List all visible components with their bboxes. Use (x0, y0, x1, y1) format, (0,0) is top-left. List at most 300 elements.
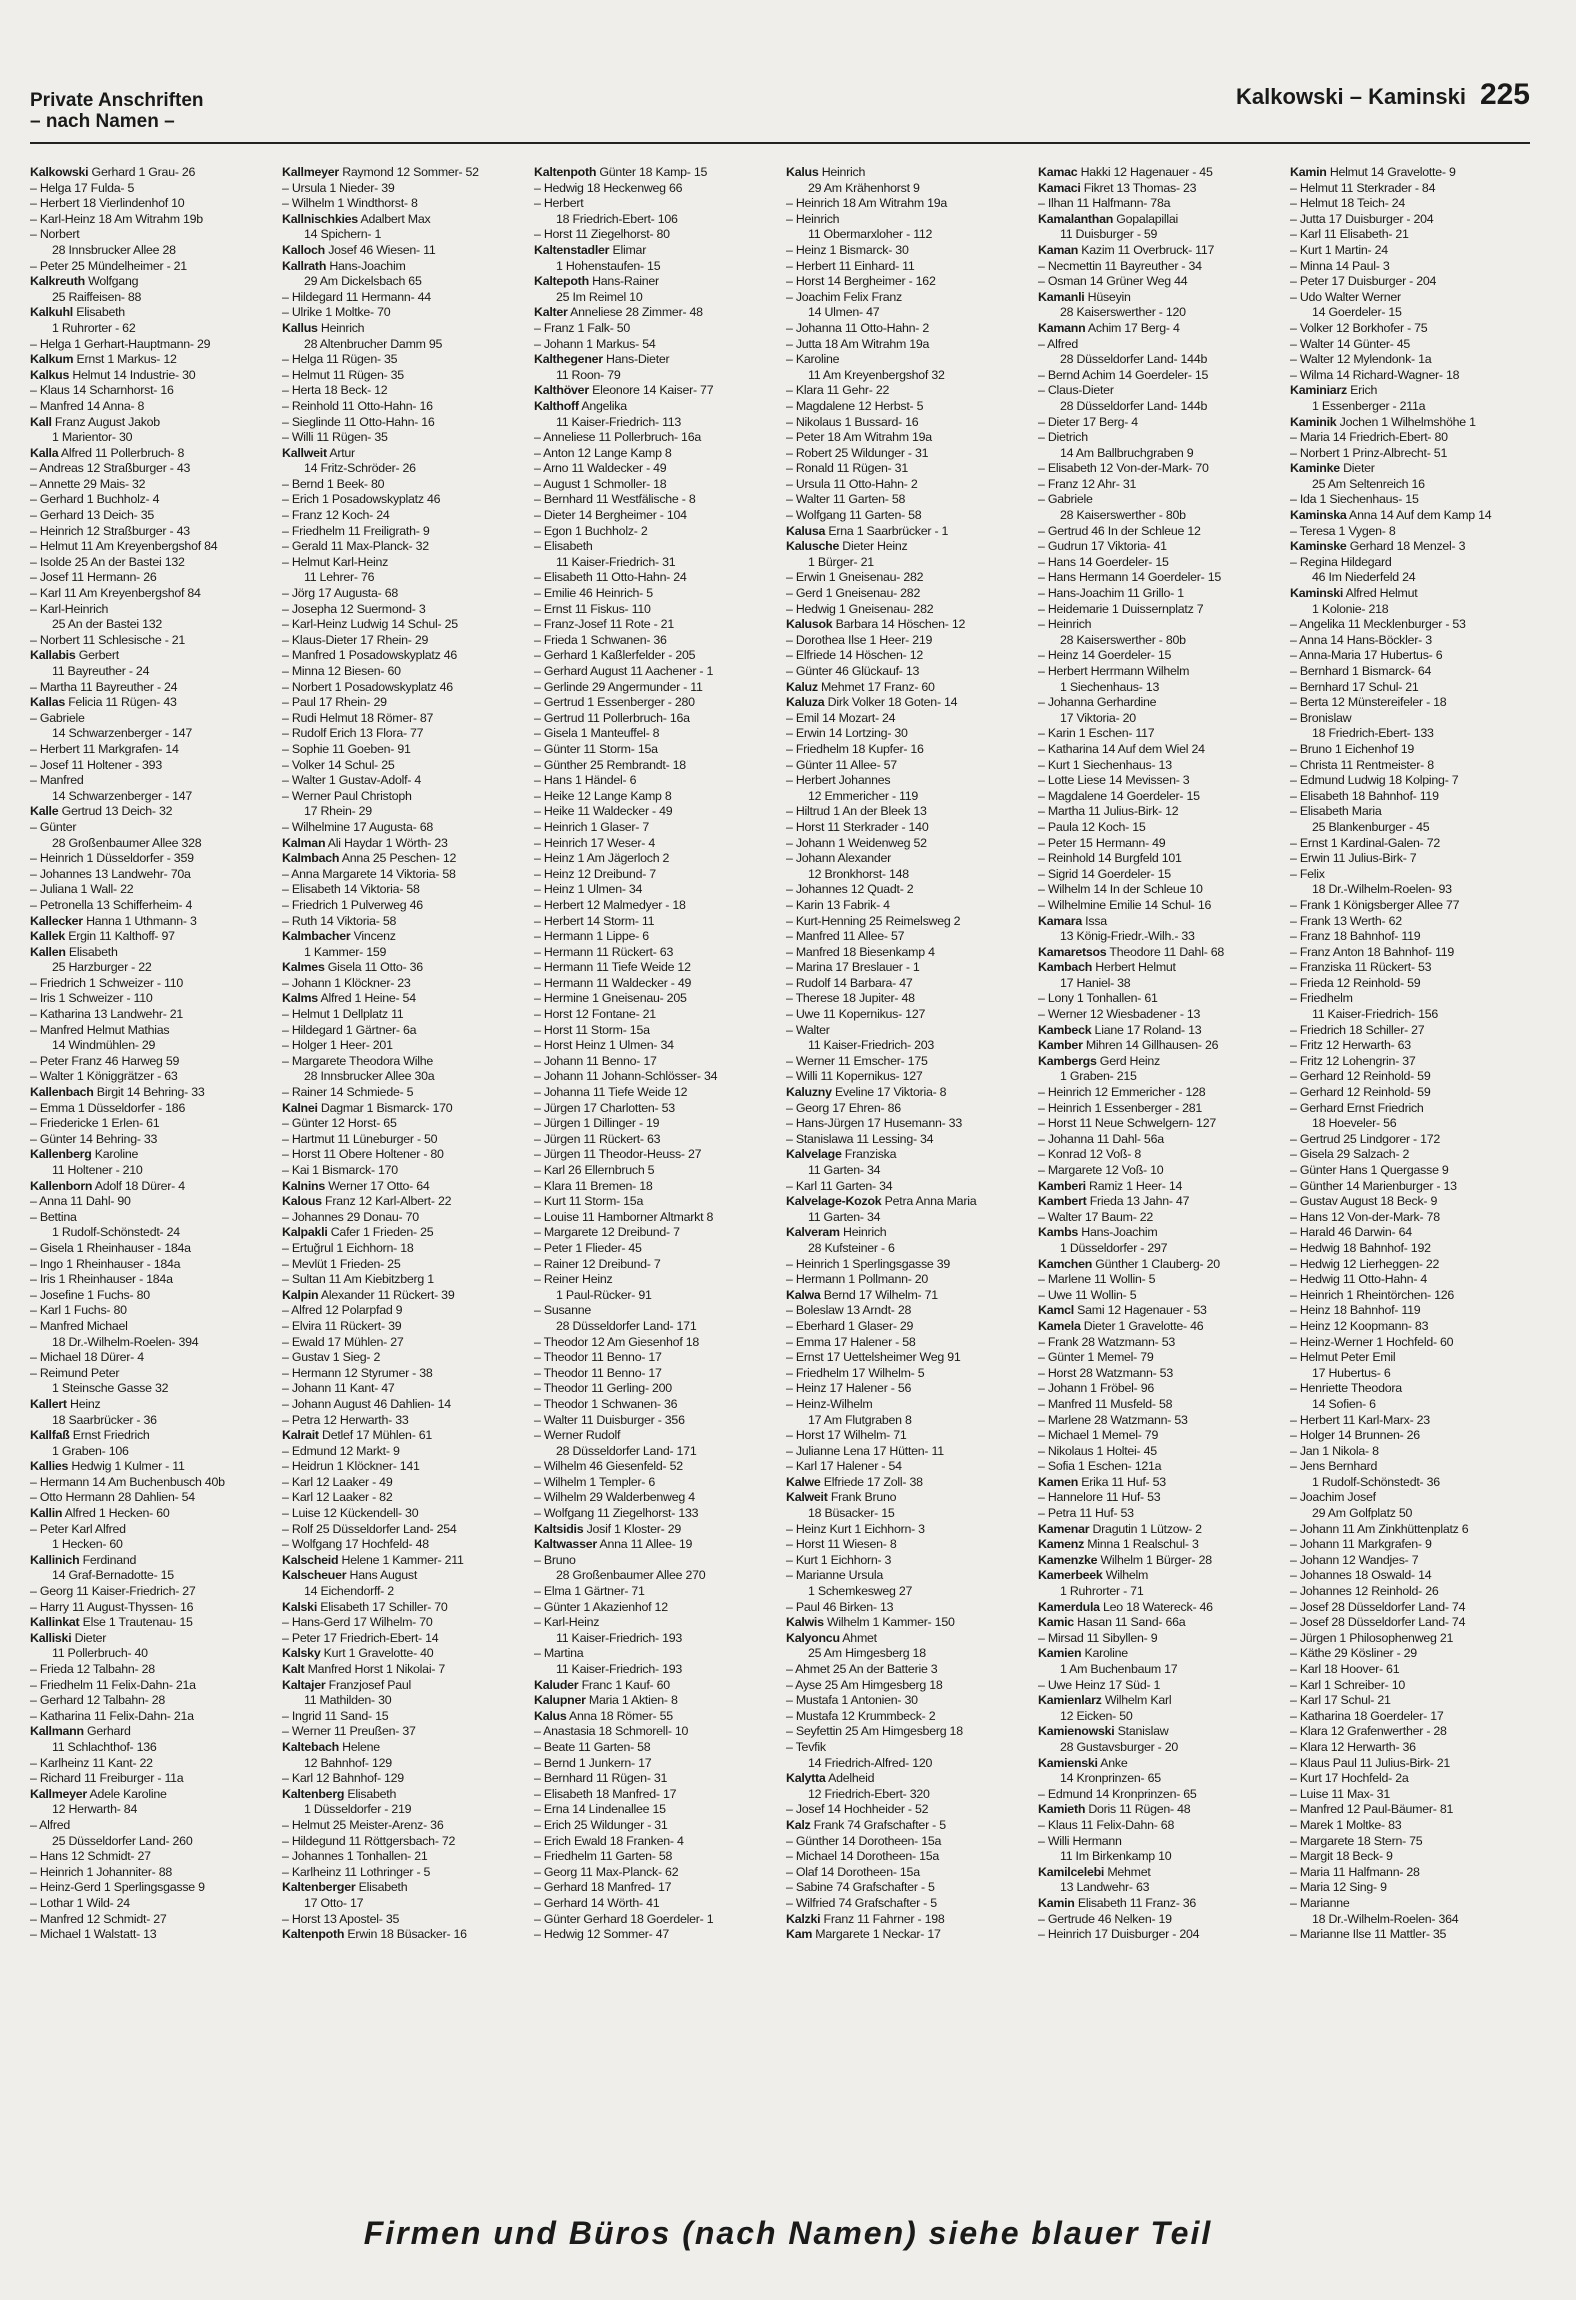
directory-entry (282, 1724, 522, 1740)
directory-entry (1290, 259, 1530, 275)
directory-entry (1290, 742, 1530, 758)
directory-entry (30, 555, 270, 571)
directory-entry (282, 742, 522, 758)
entry-text: – Hans-Gerd 17 Wilhelm- 70 (282, 1615, 433, 1630)
entry-text: – Jan 1 Nikola- 8 (1290, 1443, 1379, 1458)
directory-entry (30, 1834, 270, 1850)
entry-surname: Kallies (30, 1459, 69, 1474)
directory-entry (30, 1553, 270, 1569)
entry-text: Sami 12 Hagenauer - 53 (1073, 1303, 1207, 1318)
entry-text: 1 Graben- 215 (1060, 1069, 1137, 1084)
entry-text: – Ulrike 1 Moltke- 70 (282, 305, 391, 320)
entry-text: – Stanislawa 11 Lessing- 34 (786, 1131, 934, 1146)
directory-entry (282, 227, 522, 243)
entry-text: – Richard 11 Freiburger - 11a (30, 1771, 184, 1786)
directory-entry (786, 1584, 1026, 1600)
directory-entry (534, 1756, 774, 1772)
directory-entry (534, 1475, 774, 1491)
entry-text: – Peter 1 Flieder- 45 (534, 1240, 642, 1255)
entry-surname: Kaltenpoth (282, 1927, 345, 1942)
entry-surname: Kalla (30, 445, 59, 460)
entry-text: 29 Am Krähenhorst 9 (808, 180, 920, 195)
directory-entry (534, 695, 774, 711)
directory-entry (282, 524, 522, 540)
entry-text: – Johannes 12 Reinhold- 26 (1290, 1584, 1439, 1599)
directory-entry (534, 804, 774, 820)
directory-entry (1290, 1568, 1530, 1584)
entry-text: 28 Kufsteiner - 6 (808, 1240, 895, 1255)
directory-entry (534, 1038, 774, 1054)
entry-surname: Kalz (786, 1817, 811, 1832)
entry-text: – Elisabeth (534, 539, 593, 554)
directory-entry (30, 368, 270, 384)
entry-text: Manfred Horst 1 Nikolai- 7 (304, 1662, 446, 1676)
directory-entry (282, 758, 522, 774)
entry-text: – Elfriede 14 Höschen- 12 (786, 648, 924, 663)
directory-entry (282, 586, 522, 602)
footer-note: Firmen und Büros (nach Namen) siehe blauer Teil (363, 2215, 1213, 2251)
directory-entry (1038, 1303, 1278, 1319)
entry-text: – Bernhard 17 Schul- 21 (1290, 679, 1419, 694)
directory-entry (30, 773, 270, 789)
directory-entry (30, 586, 270, 602)
directory-entry (282, 1007, 522, 1023)
directory-entry (30, 711, 270, 727)
directory-entry (1290, 430, 1530, 446)
directory-entry (1290, 1709, 1530, 1725)
directory-entry (1038, 461, 1278, 477)
entry-text: – Helga 17 Fulda- 5 (30, 180, 135, 195)
entry-text: – Petronella 13 Schifferheim- 4 (30, 897, 193, 912)
entry-text: – Uwe Heinz 17 Süd- 1 (1038, 1677, 1161, 1692)
directory-entry (534, 851, 774, 867)
directory-entry (534, 1054, 774, 1070)
directory-entry (1038, 1802, 1278, 1818)
entry-text: Achim 17 Berg- 4 (1085, 320, 1180, 335)
directory-entry (1038, 960, 1278, 976)
entry-text: – Kai 1 Bismarck- 170 (282, 1163, 398, 1177)
entry-text: – Ernst 1 Kardinal-Galen- 72 (1290, 835, 1441, 850)
entry-text: – Friedericke 1 Erlen- 61 (30, 1116, 160, 1131)
entry-text: Gopalapillai (1113, 211, 1179, 226)
entry-surname: Kallenborn (30, 1178, 93, 1193)
directory-entry (1038, 804, 1278, 820)
entry-text: – Karl 1 Schreiber- 10 (1290, 1677, 1406, 1692)
entry-text: – Karl 17 Halener - 54 (786, 1459, 902, 1474)
directory-entry (282, 680, 522, 696)
directory-entry (30, 1257, 270, 1273)
entry-text: – Berta 12 Münstereifeler - 18 (1290, 695, 1447, 710)
directory-entry (30, 196, 270, 212)
entry-text: – Anna 11 Dahl- 90 (30, 1194, 131, 1209)
directory-entry (786, 1787, 1026, 1803)
entry-text: Fikret 13 Thomas- 23 (1080, 180, 1197, 195)
entry-text: Hans-Dieter (602, 352, 670, 367)
directory-entry (30, 1849, 270, 1865)
directory-entry (786, 1927, 1026, 1943)
directory-entry (30, 1693, 270, 1709)
entry-text: – Karin 1 Eschen- 117 (1038, 726, 1155, 741)
entry-text: 12 Eicken- 50 (1060, 1708, 1133, 1723)
entry-text: – Herbert 14 Storm- 11 (534, 913, 655, 928)
directory-entry (1038, 1709, 1278, 1725)
directory-entry (534, 960, 774, 976)
directory-entry (282, 1054, 522, 1070)
directory-entry (1290, 1163, 1530, 1179)
entry-surname: Kalkum (30, 352, 74, 367)
directory-entry (282, 1444, 522, 1460)
entry-text: Josif 1 Kloster- 29 (583, 1521, 682, 1536)
directory-entry (30, 1537, 270, 1553)
entry-text: – Jürgen 1 Philosophenweg 21 (1290, 1630, 1454, 1645)
directory-entry (534, 1210, 774, 1226)
entry-text: 1 Paul-Rücker- 91 (556, 1287, 652, 1302)
entry-text: Mehmet 17 Franz- 60 (817, 679, 935, 694)
entry-surname: Kaluza (786, 695, 825, 710)
directory-entry (282, 867, 522, 883)
entry-text: Elisabeth (344, 1786, 397, 1801)
entry-text: – Josef 28 Düsseldorfer Land- 74 (1290, 1599, 1466, 1614)
entry-text: Gerhard (83, 1724, 131, 1739)
entry-text: – Alfred (30, 1817, 71, 1832)
entry-text: – Elisabeth Maria (1290, 804, 1382, 819)
entry-text: Werner 17 Otto- 64 (325, 1178, 430, 1193)
directory-entry (282, 1132, 522, 1148)
directory-entry (1290, 399, 1530, 415)
entry-text: Hüseyin (1084, 289, 1131, 304)
directory-entry (786, 446, 1026, 462)
entry-text: – Klara 12 Grafenwerther - 28 (1290, 1724, 1447, 1739)
directory-entry (786, 1381, 1026, 1397)
directory-entry (1290, 1257, 1530, 1273)
directory-entry (1038, 1646, 1278, 1662)
entry-surname: Kamann (1038, 320, 1086, 335)
entry-text: – Heinrich 18 Am Witrahm 19a (786, 196, 948, 211)
directory-entry (786, 212, 1026, 228)
entry-surname: Kallas (30, 695, 66, 710)
entry-text: – Alfred 12 Polarpfad 9 (282, 1303, 403, 1318)
directory-entry (534, 758, 774, 774)
directory-entry (1038, 1381, 1278, 1397)
directory-entry (534, 508, 774, 524)
entry-text: – Klara 11 Bremen- 18 (534, 1178, 653, 1193)
entry-text: – Horst 28 Watzmann- 53 (1038, 1365, 1173, 1380)
directory-entry (30, 1896, 270, 1912)
directory-entry (786, 695, 1026, 711)
entry-surname: Kambeck (1038, 1022, 1092, 1037)
entry-text: – Heinrich 1 Essenberger - 281 (1038, 1100, 1202, 1115)
entry-text: – Claus-Dieter (1038, 383, 1114, 398)
entry-surname: Kaltajer (282, 1677, 326, 1692)
directory-entry (534, 773, 774, 789)
directory-entry (30, 1646, 270, 1662)
directory-entry (282, 898, 522, 914)
entry-surname: Kamilcelebi (1038, 1864, 1105, 1879)
entry-surname: Kalsky (282, 1646, 321, 1661)
entry-surname: Kalusche (786, 539, 840, 554)
entry-text: – Karl-Heinrich (30, 601, 109, 616)
directory-entry (786, 1849, 1026, 1865)
entry-surname: Kallmeyer (30, 1786, 87, 1801)
directory-entry (1290, 1225, 1530, 1241)
directory-entry (534, 305, 774, 321)
entry-surname: Kamin (1290, 165, 1327, 179)
entry-text: – Manfred 12 Schmidt- 27 (30, 1911, 167, 1926)
entry-text: – Iris 1 Rheinhauser - 184a (30, 1272, 173, 1287)
directory-entry (1290, 337, 1530, 353)
directory-entry (534, 181, 774, 197)
entry-text: – Günter (30, 819, 77, 834)
directory-entry (534, 976, 774, 992)
entry-text: – Marianne Ursula (786, 1568, 883, 1583)
directory-entry (30, 1335, 270, 1351)
directory-entry (1038, 867, 1278, 883)
directory-entry (534, 524, 774, 540)
directory-entry (534, 1225, 774, 1241)
directory-entry (30, 1179, 270, 1195)
entry-text: – Heidrun 1 Klöckner- 141 (282, 1459, 420, 1474)
entry-text: Erna 1 Saarbrücker - 1 (825, 523, 949, 538)
directory-entry (282, 664, 522, 680)
entry-surname: Kaltenpoth (534, 165, 597, 179)
entry-text: – Franz-Josef 11 Rote - 21 (534, 617, 674, 632)
entry-surname: Kallabis (30, 648, 76, 663)
entry-text: 13 Landwehr- 63 (1060, 1880, 1150, 1895)
directory-entry (534, 383, 774, 399)
directory-entry (1290, 773, 1530, 789)
directory-entry (1038, 929, 1278, 945)
entry-text: Franzjosef Paul (325, 1677, 411, 1692)
entry-text: Felicia 11 Rügen- 43 (65, 695, 177, 710)
entry-text: Helmut 14 Industrie- 30 (69, 367, 196, 382)
entry-text: – Heinrich 12 Straßburger - 43 (30, 523, 190, 538)
entry-text: – Gerhard 18 Manfred- 17 (534, 1880, 672, 1895)
directory-entry (30, 305, 270, 321)
entry-text: Cafer 1 Frieden- 25 (327, 1225, 434, 1240)
directory-entry (534, 1085, 774, 1101)
entry-surname: Kamaci (1038, 180, 1081, 195)
entry-text: – Ursula 11 Otto-Hahn- 2 (786, 476, 918, 491)
section-title-line1: Private Anschriften (30, 90, 204, 111)
directory-entry (1290, 758, 1530, 774)
entry-text: – Johann 1 Weidenweg 52 (786, 835, 927, 850)
directory-entry (1038, 789, 1278, 805)
directory-entry (1038, 1257, 1278, 1273)
entry-text: – Helmut 11 Sterkrader - 84 (1290, 180, 1436, 195)
directory-entry (1290, 882, 1530, 898)
entry-text: – Alfred (1038, 336, 1079, 351)
entry-surname: Kalpakli (282, 1225, 328, 1240)
directory-entry (786, 711, 1026, 727)
entry-text: – Theodor 11 Gerling- 200 (534, 1381, 672, 1396)
directory-column-2 (282, 165, 522, 2210)
entry-text: – Helmut 1 Dellplatz 11 (282, 1007, 404, 1022)
entry-text: – Mustafa 12 Krummbeck- 2 (786, 1708, 936, 1723)
entry-surname: Kalusa (786, 523, 826, 538)
entry-text: – Hannelore 11 Huf- 53 (1038, 1490, 1161, 1505)
entry-text: – Frank 28 Watzmann- 53 (1038, 1334, 1176, 1349)
entry-text: Franziska (841, 1147, 897, 1162)
directory-entry (1038, 1116, 1278, 1132)
directory-entry (1290, 1756, 1530, 1772)
directory-entry (282, 851, 522, 867)
directory-entry (534, 914, 774, 930)
entry-text: 18 Hoeveler- 56 (1312, 1116, 1397, 1131)
directory-entry (534, 1194, 774, 1210)
entry-surname: Kallinkat (30, 1615, 80, 1630)
directory-entry (786, 305, 1026, 321)
entry-surname: Kalrait (282, 1428, 319, 1443)
entry-text: – Horst 11 Obere Holtener - 80 (282, 1147, 444, 1162)
entry-surname: Kalzki (786, 1911, 821, 1926)
entry-text: – Gertrud 25 Lindgorer - 172 (1290, 1131, 1441, 1146)
directory-entry (30, 1724, 270, 1740)
directory-entry (786, 1163, 1026, 1179)
entry-text: 29 Am Dickelsbach 65 (304, 274, 422, 289)
directory-entry (1290, 789, 1530, 805)
entry-text: – Lony 1 Tonhallen- 61 (1038, 991, 1158, 1006)
entry-text: – Erwin 14 Lortzing- 30 (786, 726, 908, 741)
directory-entry (1038, 492, 1278, 508)
directory-entry (282, 991, 522, 1007)
directory-entry (30, 695, 270, 711)
directory-entry (534, 1537, 774, 1553)
entry-text: – Helmut 11 Am Kreyenbergshof 84 (30, 539, 218, 554)
entry-text: Gerhard 18 Menzel- 3 (1346, 539, 1466, 554)
entry-text: – Günter 12 Horst- 65 (282, 1116, 397, 1131)
directory-entry (282, 290, 522, 306)
directory-entry (534, 726, 774, 742)
entry-surname: Kalkreuth (30, 274, 85, 289)
entry-text: 29 Am Golfplatz 50 (1312, 1506, 1413, 1521)
entry-text: – Katharina 14 Auf dem Wiel 24 (1038, 741, 1205, 756)
entry-text: – Angelika 11 Mecklenburger - 53 (1290, 617, 1466, 632)
directory-entry (1038, 1724, 1278, 1740)
directory-entry (1038, 352, 1278, 368)
entry-surname: Kalms (282, 991, 318, 1006)
entry-text: 18 Dr.-Wilhelm-Roelen- 394 (52, 1334, 199, 1349)
directory-entry (1290, 1615, 1530, 1631)
entry-text: – Heinrich 12 Emmericher - 128 (1038, 1085, 1206, 1100)
directory-entry (282, 804, 522, 820)
entry-surname: Kamberi (1038, 1178, 1086, 1193)
directory-entry (1290, 1771, 1530, 1787)
entry-text: – Heinz 18 Bahnhof- 119 (1290, 1303, 1421, 1318)
directory-entry (534, 929, 774, 945)
directory-entry (1038, 664, 1278, 680)
entry-text: – Klaus 14 Scharnhorst- 16 (30, 383, 174, 398)
directory-entry (282, 1210, 522, 1226)
directory-entry (1290, 1428, 1530, 1444)
entry-text: – Ernst 11 Fiskus- 110 (534, 601, 651, 616)
entry-text: – Johann August 46 Dahlien- 14 (282, 1396, 451, 1411)
entry-text: – Karoline (786, 352, 840, 367)
directory-entry (786, 461, 1026, 477)
directory-entry (1290, 1397, 1530, 1413)
directory-entry (30, 1568, 270, 1584)
entry-text: – Ayse 25 Am Himgesberg 18 (786, 1677, 943, 1692)
entry-text: – Uwe 11 Kopernikus- 127 (786, 1007, 926, 1022)
directory-entry (534, 399, 774, 415)
entry-text: – Katharina 13 Landwehr- 21 (30, 1007, 184, 1022)
directory-entry (786, 1912, 1026, 1928)
directory-entry (1290, 181, 1530, 197)
entry-text: – Elisabeth 18 Bahnhof- 119 (1290, 788, 1439, 803)
entry-text: Helene 1 Kammer- 211 (338, 1552, 464, 1567)
entry-text: – Ingo 1 Rheinhauser - 184a (30, 1256, 181, 1271)
directory-entry (30, 415, 270, 431)
entry-text: 1 Bürger- 21 (808, 554, 874, 569)
directory-entry (1290, 243, 1530, 259)
entry-text: – Horst 11 Ziegelhorst- 80 (534, 227, 670, 242)
entry-text: – Manfred 12 Paul-Bäumer- 81 (1290, 1802, 1454, 1817)
directory-entry (30, 1865, 270, 1881)
entry-text: – Ida 1 Siechenhaus- 15 (1290, 492, 1419, 507)
directory-entry (1290, 851, 1530, 867)
entry-text: – Karl-Heinz Ludwig 14 Schul- 25 (282, 617, 458, 632)
directory-entry (282, 1038, 522, 1054)
directory-entry (534, 1459, 774, 1475)
directory-entry (1038, 1865, 1278, 1881)
entry-text: – Gisela 1 Manteuffel- 8 (534, 726, 660, 741)
entry-text: Mihren 14 Gillhausen- 26 (1082, 1038, 1219, 1053)
entry-surname: Kallinich (30, 1552, 80, 1567)
directory-entry (786, 1069, 1026, 1085)
directory-entry (30, 1288, 270, 1304)
entry-text: – Wilhelm 1 Templer- 6 (534, 1474, 655, 1489)
directory-entry (282, 368, 522, 384)
entry-text: – Walter (786, 1022, 830, 1037)
entry-text: – Helmut 18 Teich- 24 (1290, 196, 1406, 211)
directory-entry (786, 227, 1026, 243)
directory-entry (1290, 305, 1530, 321)
entry-surname: Kaltenstadler (534, 242, 610, 257)
entry-surname: Kaluzny (786, 1085, 832, 1100)
entry-text: – Maria 12 Sing- 9 (1290, 1880, 1387, 1895)
entry-text: 1 Siechenhaus- 13 (1060, 679, 1160, 694)
entry-text: Josef 46 Wiesen- 11 (325, 242, 436, 257)
directory-entry (534, 1553, 774, 1569)
entry-text: Frank Bruno (827, 1490, 897, 1505)
entry-text: Dieter Heinz (839, 539, 908, 554)
directory-entry (1038, 1023, 1278, 1039)
entry-text: 1 Rudolf-Schönstedt- 36 (1312, 1474, 1440, 1489)
directory-entry (786, 508, 1026, 524)
directory-entry (534, 1865, 774, 1881)
entry-text: – Erich 1 Posadowskyplatz 46 (282, 492, 441, 507)
entry-text: – Sofia 1 Eschen- 121a (1038, 1459, 1162, 1474)
entry-surname: Kam (786, 1927, 813, 1942)
directory-entry (30, 1163, 270, 1179)
entry-text: – Gabriele (30, 710, 85, 725)
directory-entry (30, 383, 270, 399)
entry-text: 14 Am Ballbruchgraben 9 (1060, 445, 1194, 460)
entry-text: – Dieter 17 Berg- 4 (1038, 414, 1138, 429)
directory-entry (786, 1319, 1026, 1335)
entry-text: – Franz 18 Bahnhof- 119 (1290, 929, 1421, 944)
entry-text: – Walter 1 Gustav-Adolf- 4 (282, 773, 422, 788)
entry-text: – Julianne Lena 17 Hütten- 11 (786, 1443, 944, 1458)
directory-entry (786, 1740, 1026, 1756)
entry-text: – Gerhard 14 Wörth- 41 (534, 1895, 660, 1910)
entry-surname: Kamerbeek (1038, 1568, 1103, 1583)
entry-text: – Karl 18 Hoover- 61 (1290, 1662, 1400, 1676)
directory-entry (534, 1662, 774, 1678)
entry-text: – Hedwig 11 Otto-Hahn- 4 (1290, 1272, 1428, 1287)
directory-entry (1290, 976, 1530, 992)
entry-text: – Robert 25 Wildunger - 31 (786, 445, 929, 460)
entry-text: 11 Roon- 79 (556, 367, 621, 382)
